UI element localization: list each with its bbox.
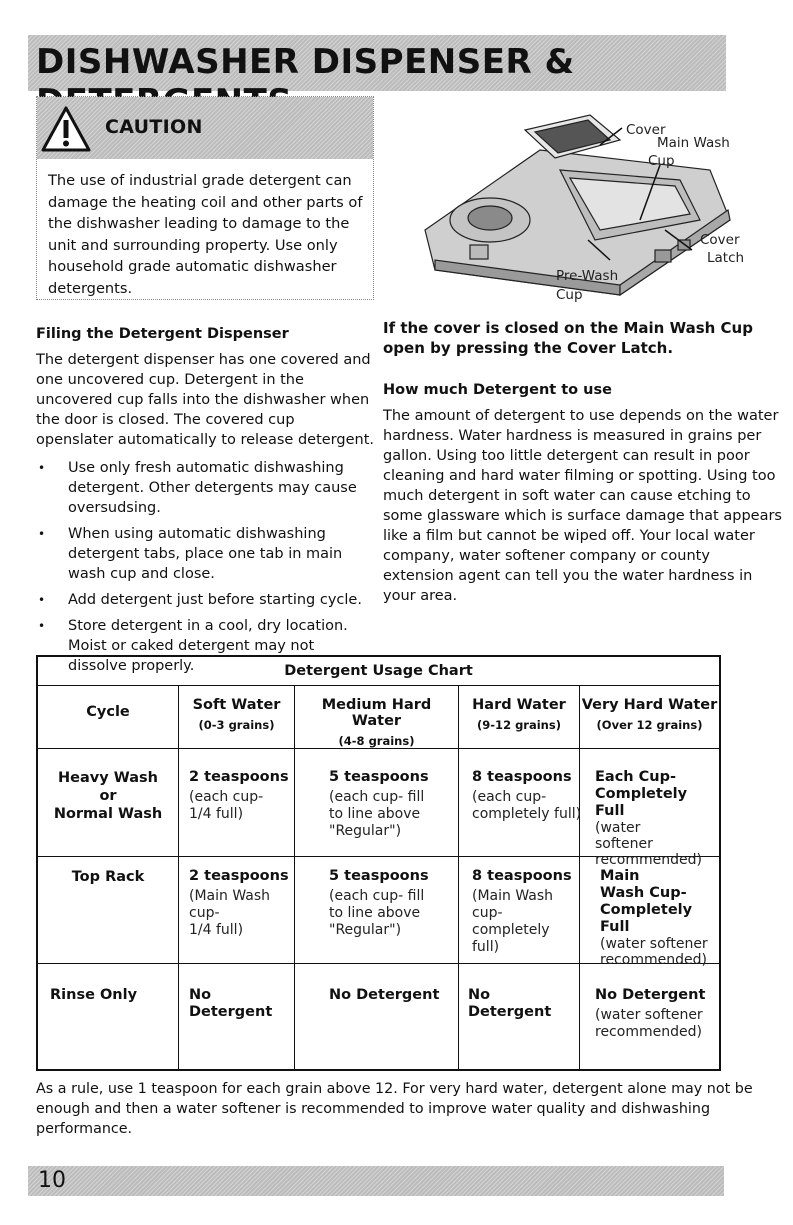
table-cell (189, 868, 289, 939)
header-soft-water (179, 697, 294, 732)
cell-amount: 5 teaspoons (329, 769, 429, 785)
table-row-cycle (50, 987, 178, 1004)
cover-latch-label-2: Latch (707, 250, 745, 266)
cell-amount: 5 teaspoons (329, 868, 429, 884)
header-label: Cycle (86, 704, 130, 720)
table-cell (468, 987, 578, 1024)
pre-wash-cup-label-1: Pre-Wash (556, 268, 619, 284)
table-cell (472, 769, 582, 823)
list-item: • When using automatic dishwashing detergent tabs, place one tab in main wash cup and close. (36, 524, 376, 584)
cell-note: (water softener recommended) (595, 820, 702, 868)
table-row-cycle (38, 769, 178, 823)
cycle-label: Rinse Only (50, 987, 138, 1003)
filling-bullets (36, 458, 376, 676)
header-label: Medium Hard Water (321, 697, 432, 729)
footer-bar (28, 1166, 724, 1196)
cell-amount: No Detergent (595, 987, 706, 1003)
cell-note: (Main Wash cup- 1/4 full) (189, 888, 271, 938)
footnote: As a rule, use 1 teaspoon for each grain above 12. For very hard water, detergent alone may not be enough and then a water softener is recommended to improve water quality and dishwashing performance. (36, 1081, 753, 1137)
cycle-label: or (99, 788, 117, 804)
header-label: Hard Water (472, 697, 566, 713)
filling-intro: The detergent dispenser has one covered and one uncovered cup. Detergent in the uncovered cup falls into the dishwasher when the door is closed. The covered cup openslater automatically to release detergent. (36, 352, 374, 448)
list-item: • Store detergent in a cool, dry location. Moist or caked detergent may not dissolve properly. (36, 616, 376, 676)
cell-amount: 2 teaspoons (189, 769, 289, 785)
table-cell (189, 987, 294, 1024)
cell-amount: No Detergent (329, 987, 440, 1003)
cell-note: (water softener recommended) (600, 936, 708, 968)
cover-latch-label-1: Cover (700, 232, 740, 248)
table-cell (595, 987, 719, 1041)
list-item: • Add detergent just before starting cycle. (36, 590, 376, 610)
cycle-label: Top Rack (71, 869, 145, 885)
cell-note: (each cup- completely full) (472, 789, 582, 822)
row-divider (38, 748, 719, 749)
cover-label: Cover (626, 122, 666, 138)
cell-amount: 8 teaspoons (472, 769, 572, 785)
cell-note: (each cup- 1/4 full) (189, 789, 264, 822)
cell-note: (water softener recommended) (595, 1007, 703, 1040)
header-sub: (4-8 grains) (338, 734, 415, 748)
cell-note: (each cup- fill to line above "Regular") (329, 789, 425, 839)
cell-amount: 2 teaspoons (189, 868, 289, 884)
cycle-label: Normal Wash (53, 806, 163, 822)
cell-amount: No Detergent (189, 987, 273, 1020)
page-number: 10 (38, 1168, 66, 1193)
table-cell (329, 769, 454, 840)
chart-title: Detergent Usage Chart (38, 657, 719, 686)
table-row-cycle (38, 869, 178, 886)
cell-amount: 8 teaspoons (472, 868, 572, 884)
table-cell (472, 868, 582, 956)
header-very-hard-water (580, 697, 719, 732)
header-sub: (0-3 grains) (198, 718, 275, 732)
detergent-amount-section (383, 318, 783, 612)
cell-note: (Main Wash cup- completely full) (472, 888, 554, 955)
header-label: Soft Water (192, 697, 281, 713)
warning-triangle-icon (40, 105, 92, 153)
table-cell (329, 987, 454, 1007)
cell-amount: Main Wash Cup- Completely Full (600, 868, 693, 935)
how-much-heading: How much Detergent to use (383, 382, 612, 398)
table-cell (595, 769, 719, 868)
cover-note: If the cover is closed on the Main Wash Cup open by pressing the Cover Latch. (383, 319, 753, 357)
list-item: • Use only fresh automatic dishwashing detergent. Other detergents may cause oversudsing. (36, 458, 376, 518)
table-cell (600, 868, 720, 968)
how-much-text: The amount of detergent to use depends on the water hardness. Water hardness is measured in grains per gallon. Using too little detergent can result in poor cleaning and hard water filming or spotting. Using too much detergent in soft water can cause etching to some glassware which is surface damage that appears like a film but cannot be wiped off. Your local water company, water softener company or county extension agent can tell you the water hardness in your area. (383, 408, 782, 604)
table-cell (189, 769, 289, 823)
filling-section (36, 324, 376, 682)
header-hard-water (459, 697, 579, 732)
table-cell (329, 868, 454, 939)
header-label: Very Hard Water (581, 697, 718, 713)
detergent-usage-chart (36, 655, 721, 1071)
header-cycle (38, 704, 178, 720)
pre-wash-cup-label-2: Cup (556, 287, 583, 303)
cycle-label: Heavy Wash (58, 770, 158, 786)
cell-note: (each cup- fill to line above "Regular") (329, 888, 425, 938)
page-title: DISHWASHER DISPENSER & (36, 42, 575, 82)
column-divider (458, 685, 459, 1069)
cell-amount: No Detergent (468, 987, 552, 1020)
main-wash-cup-label-1: Main Wash (657, 135, 730, 151)
header-sub: (Over 12 grains) (596, 718, 703, 732)
column-divider (178, 685, 179, 1069)
cell-amount: Each Cup- Completely Full (595, 769, 688, 819)
header-sub: (9-12 grains) (477, 718, 561, 732)
header-medium-hard-water (295, 697, 458, 748)
filling-heading: Filing the Detergent Dispenser (36, 326, 289, 342)
caution-title: CAUTION (105, 116, 203, 138)
caution-text: The use of industrial grade detergent can damage the heating coil and other parts of the dishwasher leading to damage to the unit and surrounding property. Use only household grade automatic dishwasher detergents. (48, 172, 363, 297)
main-wash-cup-label-2: Cup (648, 153, 675, 169)
